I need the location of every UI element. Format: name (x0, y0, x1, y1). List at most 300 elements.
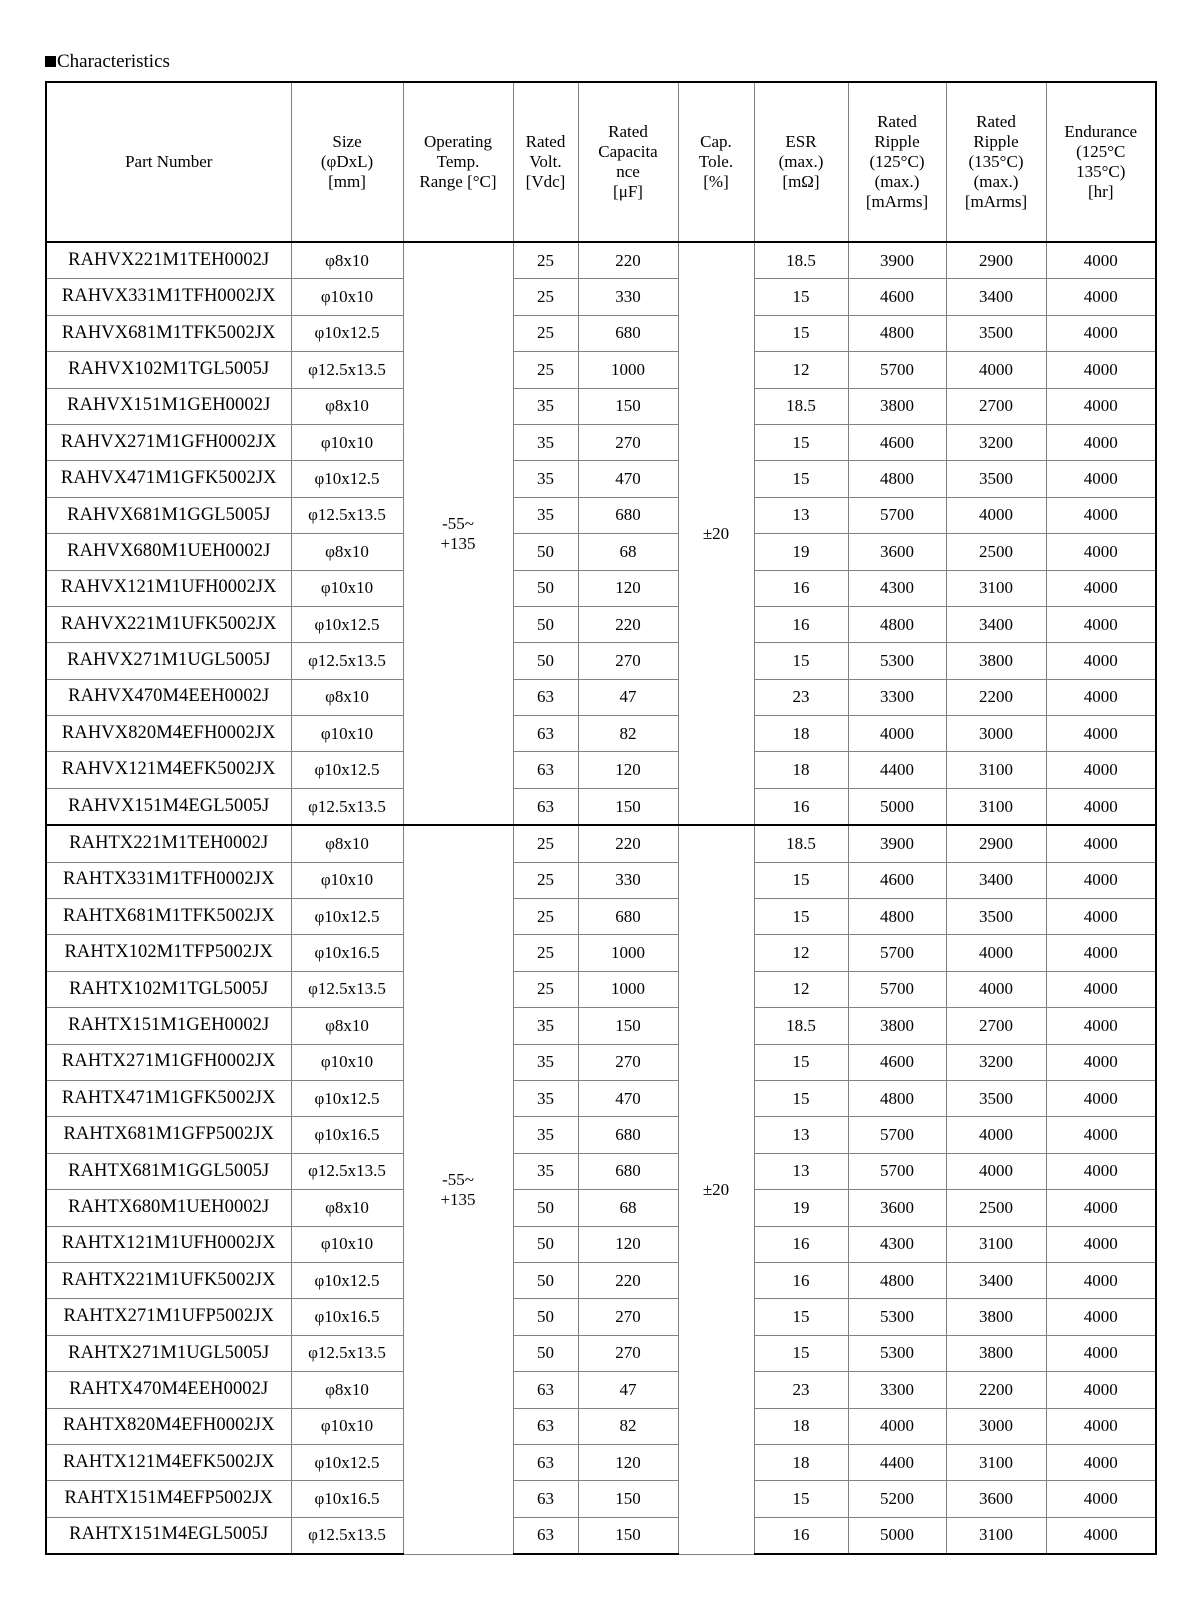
cell-part-number: RAHVX271M1UGL5005J (46, 643, 291, 679)
cell-size: φ12.5x13.5 (291, 971, 403, 1007)
cell-esr: 13 (754, 1153, 848, 1189)
cell-endurance: 4000 (1046, 388, 1156, 424)
table-row (46, 279, 1156, 315)
cell-rated-ripple-125: 5200 (848, 1481, 946, 1517)
column-header-line: Rated (877, 111, 917, 131)
cell-rated-volt: 35 (513, 1044, 578, 1080)
filled-square-bullet-icon (45, 56, 56, 67)
cell-part-number: RAHVX221M1UFK5002JX (46, 606, 291, 642)
cell-esr: 19 (754, 1190, 848, 1226)
cell-rated-capacitance: 120 (578, 1444, 678, 1480)
cell-part-number: RAHVX102M1TGL5005J (46, 352, 291, 388)
column-header-line: Volt. (529, 151, 562, 171)
cell-size: φ10x16.5 (291, 1481, 403, 1517)
cell-size: φ10x10 (291, 716, 403, 752)
cell-rated-volt: 25 (513, 242, 578, 279)
cell-rated-volt: 63 (513, 1408, 578, 1444)
column-header-line: (φDxL) (320, 151, 374, 171)
cell-rated-ripple-135: 4000 (946, 971, 1046, 1007)
cell-endurance: 4000 (1046, 643, 1156, 679)
cell-rated-ripple-135: 2200 (946, 1372, 1046, 1408)
table-row (46, 643, 1156, 679)
cell-part-number: RAHTX121M1UFH0002JX (46, 1226, 291, 1262)
cell-size: φ12.5x13.5 (291, 643, 403, 679)
column-header-line: [mArms] (964, 192, 1028, 212)
cell-part-number: RAHTX680M1UEH0002J (46, 1190, 291, 1226)
cell-part-number: RAHVX331M1TFH0002JX (46, 279, 291, 315)
column-header-line: [%] (703, 172, 729, 192)
cell-esr: 15 (754, 899, 848, 935)
table-row (46, 1080, 1156, 1116)
characteristics-table (45, 81, 1157, 1555)
cell-esr: 15 (754, 424, 848, 460)
cell-rated-ripple-125: 5700 (848, 935, 946, 971)
cell-rated-ripple-135: 3500 (946, 899, 1046, 935)
cell-part-number: RAHVX820M4EFH0002JX (46, 716, 291, 752)
column-header-line: [μF] (613, 182, 643, 202)
cell-rated-ripple-125: 4800 (848, 315, 946, 351)
column-header-line: (max.) (778, 151, 824, 171)
cell-rated-ripple-125: 5700 (848, 497, 946, 533)
table-row (46, 716, 1156, 752)
table-row (46, 315, 1156, 351)
table-row (46, 1335, 1156, 1371)
cell-part-number: RAHTX271M1GFH0002JX (46, 1044, 291, 1080)
column-header-line: Tole. (698, 151, 734, 171)
cell-endurance: 4000 (1046, 1481, 1156, 1517)
cell-rated-capacitance: 150 (578, 1517, 678, 1554)
cell-rated-ripple-125: 4400 (848, 752, 946, 788)
cell-rated-ripple-135: 3100 (946, 752, 1046, 788)
cell-rated-ripple-125: 5700 (848, 352, 946, 388)
cell-rated-ripple-125: 3900 (848, 242, 946, 279)
cell-rated-capacitance: 82 (578, 1408, 678, 1444)
cell-rated-capacitance: 47 (578, 679, 678, 715)
cell-part-number: RAHVX221M1TEH0002J (46, 242, 291, 279)
cell-endurance: 4000 (1046, 461, 1156, 497)
cell-size: φ10x12.5 (291, 1262, 403, 1298)
cell-rated-capacitance: 270 (578, 1335, 678, 1371)
cell-rated-capacitance: 120 (578, 1226, 678, 1262)
cell-rated-ripple-125: 4800 (848, 1080, 946, 1116)
cell-size: φ10x10 (291, 1044, 403, 1080)
cell-size: φ12.5x13.5 (291, 788, 403, 825)
cell-rated-ripple-125: 3600 (848, 1190, 946, 1226)
cell-size: φ8x10 (291, 534, 403, 570)
column-header-line: (125°C (1076, 141, 1126, 161)
cell-esr: 16 (754, 1262, 848, 1298)
cell-rated-ripple-125: 4300 (848, 1226, 946, 1262)
cell-rated-ripple-125: 5700 (848, 1117, 946, 1153)
column-header-line: nce (616, 162, 640, 181)
cell-rated-volt: 63 (513, 1517, 578, 1554)
cell-rated-volt: 50 (513, 1299, 578, 1335)
cell-operating-temp (403, 242, 513, 825)
table-row (46, 825, 1156, 862)
cell-size: φ8x10 (291, 1008, 403, 1044)
cell-rated-ripple-125: 5300 (848, 1299, 946, 1335)
cell-size: φ12.5x13.5 (291, 1153, 403, 1189)
cell-part-number: RAHTX221M1UFK5002JX (46, 1262, 291, 1298)
cell-rated-ripple-125: 4800 (848, 606, 946, 642)
cell-rated-capacitance: 680 (578, 1153, 678, 1189)
cell-rated-volt: 63 (513, 1372, 578, 1408)
cell-cap-tolerance: ±20 (678, 242, 754, 825)
cell-endurance: 4000 (1046, 752, 1156, 788)
cell-rated-volt: 35 (513, 1117, 578, 1153)
cell-esr: 19 (754, 534, 848, 570)
cell-part-number: RAHTX102M1TGL5005J (46, 971, 291, 1007)
cell-part-number: RAHTX681M1TFK5002JX (46, 899, 291, 935)
cell-rated-capacitance: 680 (578, 315, 678, 351)
cell-esr: 15 (754, 1335, 848, 1371)
cell-size: φ8x10 (291, 242, 403, 279)
cell-rated-volt: 63 (513, 752, 578, 788)
cell-operating-temp (403, 825, 513, 1554)
cell-size: φ10x12.5 (291, 461, 403, 497)
cell-size: φ10x10 (291, 862, 403, 898)
cell-rated-capacitance: 1000 (578, 971, 678, 1007)
cell-part-number: RAHVX151M4EGL5005J (46, 788, 291, 825)
cell-part-number: RAHTX331M1TFH0002JX (46, 862, 291, 898)
cell-rated-volt: 35 (513, 424, 578, 460)
column-header-line: (125°C) (869, 151, 925, 171)
cell-size: φ12.5x13.5 (291, 497, 403, 533)
cell-part-number: RAHVX470M4EEH0002J (46, 679, 291, 715)
cell-size: φ8x10 (291, 388, 403, 424)
cell-rated-ripple-135: 3100 (946, 1226, 1046, 1262)
cell-esr: 16 (754, 1226, 848, 1262)
column-header-operating_temp (403, 82, 513, 242)
cell-part-number: RAHVX680M1UEH0002J (46, 534, 291, 570)
cell-esr: 16 (754, 570, 848, 606)
cell-rated-ripple-135: 3200 (946, 1044, 1046, 1080)
cell-rated-capacitance: 120 (578, 752, 678, 788)
cell-rated-ripple-135: 3400 (946, 862, 1046, 898)
cell-rated-volt: 50 (513, 534, 578, 570)
cell-endurance: 4000 (1046, 606, 1156, 642)
cell-rated-ripple-135: 3100 (946, 1517, 1046, 1554)
cell-size: φ10x12.5 (291, 315, 403, 351)
table-row (46, 424, 1156, 460)
cell-esr: 15 (754, 1044, 848, 1080)
cell-rated-ripple-125: 4800 (848, 1262, 946, 1298)
cell-part-number: RAHTX102M1TFP5002JX (46, 935, 291, 971)
table-header (46, 82, 1156, 242)
column-header-line: 135°C) (1076, 162, 1126, 181)
cell-esr: 12 (754, 935, 848, 971)
cell-rated-capacitance: 220 (578, 1262, 678, 1298)
section-title-text: Characteristics (57, 51, 170, 72)
cell-esr: 13 (754, 497, 848, 533)
column-header-size (291, 82, 403, 242)
table-row (46, 1262, 1156, 1298)
cell-endurance: 4000 (1046, 1372, 1156, 1408)
cell-rated-ripple-135: 3800 (946, 1335, 1046, 1371)
table-row (46, 1117, 1156, 1153)
cell-rated-capacitance: 150 (578, 1008, 678, 1044)
cell-rated-ripple-125: 4600 (848, 862, 946, 898)
cell-esr: 23 (754, 1372, 848, 1408)
cell-rated-capacitance: 680 (578, 497, 678, 533)
cell-endurance: 4000 (1046, 352, 1156, 388)
column-header-line: Ripple (874, 131, 920, 151)
cell-rated-capacitance: 470 (578, 1080, 678, 1116)
cell-endurance: 4000 (1046, 1408, 1156, 1444)
cell-rated-volt: 25 (513, 315, 578, 351)
cell-part-number: RAHTX151M4EFP5002JX (46, 1481, 291, 1517)
cell-rated-ripple-135: 3800 (946, 643, 1046, 679)
cell-rated-ripple-135: 4000 (946, 497, 1046, 533)
cell-endurance: 4000 (1046, 1299, 1156, 1335)
cell-rated-ripple-125: 4300 (848, 570, 946, 606)
header-row (46, 82, 1156, 242)
cell-rated-volt: 25 (513, 279, 578, 315)
cell-rated-ripple-125: 5300 (848, 1335, 946, 1371)
cell-rated-ripple-135: 3400 (946, 1262, 1046, 1298)
cell-rated-capacitance: 1000 (578, 935, 678, 971)
cell-esr: 18.5 (754, 825, 848, 862)
cell-rated-capacitance: 330 (578, 279, 678, 315)
cell-esr: 18.5 (754, 388, 848, 424)
cell-rated-ripple-135: 3400 (946, 279, 1046, 315)
cell-esr: 15 (754, 643, 848, 679)
column-header-rated_ripple_135 (946, 82, 1046, 242)
table-row (46, 935, 1156, 971)
cell-part-number: RAHVX271M1GFH0002JX (46, 424, 291, 460)
cell-rated-ripple-135: 4000 (946, 1117, 1046, 1153)
cell-esr: 12 (754, 971, 848, 1007)
cell-size: φ10x10 (291, 1408, 403, 1444)
cell-rated-volt: 50 (513, 1335, 578, 1371)
table-block-rahvx (46, 242, 1156, 825)
column-header-line: (135°C) (968, 151, 1024, 171)
cell-endurance: 4000 (1046, 497, 1156, 533)
cell-size: φ12.5x13.5 (291, 1517, 403, 1554)
cell-part-number: RAHTX681M1GFP5002JX (46, 1117, 291, 1153)
cell-rated-capacitance: 270 (578, 1044, 678, 1080)
table-row (46, 971, 1156, 1007)
cell-size: φ10x12.5 (291, 1080, 403, 1116)
cell-rated-capacitance: 220 (578, 606, 678, 642)
cell-endurance: 4000 (1046, 935, 1156, 971)
cell-rated-capacitance: 680 (578, 899, 678, 935)
column-header-esr (754, 82, 848, 242)
column-header-part_number (46, 82, 291, 242)
table-row (46, 1008, 1156, 1044)
column-header-line: Rated (525, 131, 566, 151)
cell-part-number: RAHTX121M4EFK5002JX (46, 1444, 291, 1480)
column-header-line: Capacita (598, 141, 658, 161)
cell-endurance: 4000 (1046, 279, 1156, 315)
section-title (45, 52, 1155, 71)
cell-rated-volt: 35 (513, 1153, 578, 1189)
cell-rated-ripple-135: 3500 (946, 1080, 1046, 1116)
column-header-rated_ripple_125 (848, 82, 946, 242)
table-row (46, 1408, 1156, 1444)
cell-size: φ10x10 (291, 424, 403, 460)
cell-rated-ripple-125: 3900 (848, 825, 946, 862)
cell-size: φ10x10 (291, 1226, 403, 1262)
table-row (46, 1481, 1156, 1517)
cell-rated-ripple-125: 4000 (848, 1408, 946, 1444)
cell-endurance: 4000 (1046, 1226, 1156, 1262)
cell-rated-volt: 25 (513, 825, 578, 862)
table-row (46, 862, 1156, 898)
cell-rated-capacitance: 270 (578, 643, 678, 679)
cell-rated-ripple-125: 5700 (848, 1153, 946, 1189)
column-header-line: Endurance (1064, 121, 1138, 141)
cell-esr: 23 (754, 679, 848, 715)
column-header-line: Size (332, 131, 362, 151)
cell-part-number: RAHVX151M1GEH0002J (46, 388, 291, 424)
column-header-rated_capacitance (578, 82, 678, 242)
cell-rated-ripple-135: 2900 (946, 242, 1046, 279)
table-row (46, 679, 1156, 715)
cell-rated-ripple-125: 4600 (848, 424, 946, 460)
cell-size: φ10x10 (291, 570, 403, 606)
cell-endurance: 4000 (1046, 424, 1156, 460)
operating-temp-line: +135 (440, 1189, 476, 1209)
table-row (46, 242, 1156, 279)
cell-part-number: RAHVX681M1GGL5005J (46, 497, 291, 533)
cell-rated-volt: 35 (513, 1080, 578, 1116)
cell-size: φ10x12.5 (291, 899, 403, 935)
column-header-cap_tole (678, 82, 754, 242)
cell-rated-capacitance: 150 (578, 1481, 678, 1517)
cell-endurance: 4000 (1046, 1517, 1156, 1554)
cell-esr: 15 (754, 1299, 848, 1335)
cell-size: φ10x16.5 (291, 935, 403, 971)
cell-esr: 18 (754, 752, 848, 788)
cell-endurance: 4000 (1046, 825, 1156, 862)
cell-part-number: RAHTX470M4EEH0002J (46, 1372, 291, 1408)
cell-size: φ12.5x13.5 (291, 352, 403, 388)
cell-rated-capacitance: 68 (578, 534, 678, 570)
cell-rated-ripple-125: 5300 (848, 643, 946, 679)
cell-rated-capacitance: 82 (578, 716, 678, 752)
cell-size: φ10x12.5 (291, 1444, 403, 1480)
cell-endurance: 4000 (1046, 862, 1156, 898)
column-header-line: Operating (424, 131, 492, 151)
cell-part-number: RAHTX471M1GFK5002JX (46, 1080, 291, 1116)
operating-temp-line: -55~ (442, 1169, 474, 1189)
cell-rated-capacitance: 150 (578, 788, 678, 825)
cell-rated-volt: 63 (513, 1481, 578, 1517)
cell-rated-ripple-135: 4000 (946, 352, 1046, 388)
cell-esr: 16 (754, 606, 848, 642)
cell-rated-ripple-135: 3400 (946, 606, 1046, 642)
cell-endurance: 4000 (1046, 242, 1156, 279)
cell-endurance: 4000 (1046, 1044, 1156, 1080)
cell-rated-volt: 50 (513, 1226, 578, 1262)
cell-endurance: 4000 (1046, 1080, 1156, 1116)
operating-temp-line: +135 (440, 533, 476, 553)
cell-rated-volt: 63 (513, 1444, 578, 1480)
cell-rated-capacitance: 220 (578, 242, 678, 279)
table-row (46, 752, 1156, 788)
cell-rated-volt: 63 (513, 679, 578, 715)
cell-rated-ripple-135: 2500 (946, 534, 1046, 570)
cell-rated-volt: 50 (513, 1190, 578, 1226)
column-header-line: Temp. (436, 151, 480, 171)
table-row (46, 1372, 1156, 1408)
column-header-line: Rated (976, 111, 1016, 131)
cell-endurance: 4000 (1046, 1153, 1156, 1189)
cell-part-number: RAHTX151M1GEH0002J (46, 1008, 291, 1044)
table-row (46, 899, 1156, 935)
cell-rated-ripple-135: 3100 (946, 570, 1046, 606)
column-header-rated_volt (513, 82, 578, 242)
cell-size: φ10x12.5 (291, 606, 403, 642)
cell-rated-ripple-125: 4000 (848, 716, 946, 752)
cell-esr: 18.5 (754, 1008, 848, 1044)
cell-rated-volt: 25 (513, 971, 578, 1007)
cell-size: φ8x10 (291, 825, 403, 862)
cell-esr: 15 (754, 279, 848, 315)
column-header-line: [mΩ] (782, 172, 820, 192)
cell-esr: 16 (754, 788, 848, 825)
cell-part-number: RAHVX121M1UFH0002JX (46, 570, 291, 606)
cell-esr: 15 (754, 862, 848, 898)
cell-endurance: 4000 (1046, 1262, 1156, 1298)
cell-size: φ8x10 (291, 1372, 403, 1408)
table-row (46, 1153, 1156, 1189)
cell-rated-capacitance: 470 (578, 461, 678, 497)
column-header-line: (max.) (874, 172, 920, 192)
table-row (46, 461, 1156, 497)
cell-rated-capacitance: 150 (578, 388, 678, 424)
column-header-line: Cap. (700, 131, 732, 151)
cell-size: φ12.5x13.5 (291, 1335, 403, 1371)
table-row (46, 534, 1156, 570)
table-row (46, 1190, 1156, 1226)
cell-rated-ripple-125: 4800 (848, 461, 946, 497)
column-header-line: (max.) (973, 172, 1019, 192)
cell-rated-ripple-135: 2700 (946, 388, 1046, 424)
cell-rated-capacitance: 270 (578, 424, 678, 460)
cell-rated-capacitance: 680 (578, 1117, 678, 1153)
cell-esr: 16 (754, 1517, 848, 1554)
operating-temp-line: -55~ (442, 513, 474, 533)
cell-rated-volt: 25 (513, 352, 578, 388)
cell-rated-ripple-135: 3100 (946, 788, 1046, 825)
table-row (46, 352, 1156, 388)
cell-rated-volt: 25 (513, 935, 578, 971)
cell-rated-ripple-125: 5700 (848, 971, 946, 1007)
cell-rated-ripple-125: 5000 (848, 788, 946, 825)
cell-esr: 15 (754, 1080, 848, 1116)
cell-rated-capacitance: 220 (578, 825, 678, 862)
cell-part-number: RAHTX820M4EFH0002JX (46, 1408, 291, 1444)
cell-rated-volt: 35 (513, 388, 578, 424)
cell-endurance: 4000 (1046, 315, 1156, 351)
cell-part-number: RAHTX271M1UFP5002JX (46, 1299, 291, 1335)
cell-esr: 18 (754, 1444, 848, 1480)
cell-rated-ripple-135: 4000 (946, 1153, 1046, 1189)
cell-size: φ10x12.5 (291, 752, 403, 788)
cell-esr: 18 (754, 1408, 848, 1444)
cell-rated-ripple-135: 4000 (946, 935, 1046, 971)
cell-part-number: RAHVX471M1GFK5002JX (46, 461, 291, 497)
column-header-line: [Vdc] (525, 172, 566, 192)
cell-rated-volt: 50 (513, 606, 578, 642)
cell-endurance: 4000 (1046, 534, 1156, 570)
cell-endurance: 4000 (1046, 570, 1156, 606)
cell-rated-ripple-125: 3600 (848, 534, 946, 570)
cell-esr: 18.5 (754, 242, 848, 279)
cell-rated-ripple-135: 2200 (946, 679, 1046, 715)
